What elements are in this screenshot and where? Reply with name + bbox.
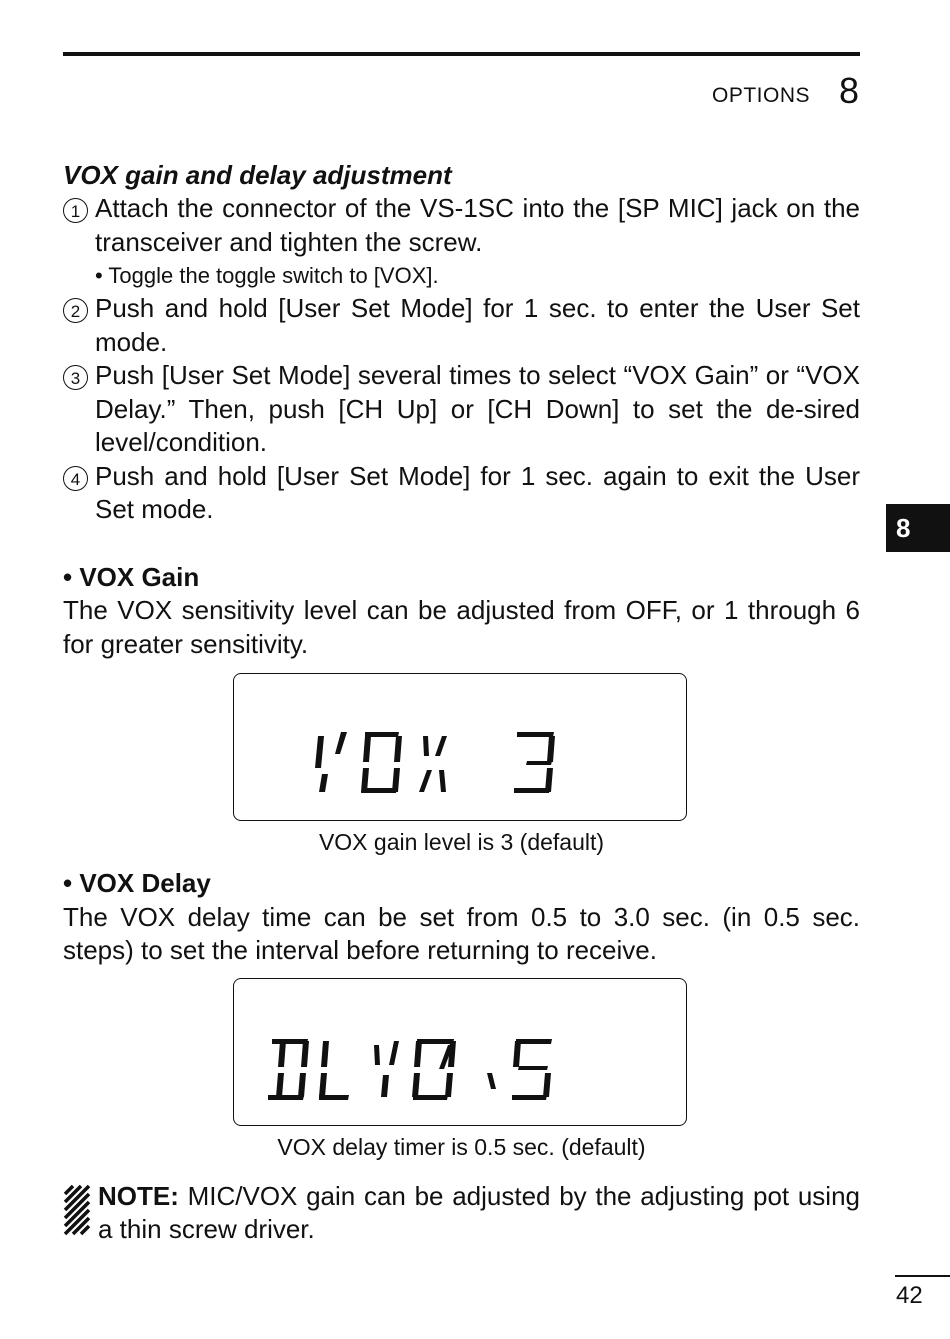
page-content bbox=[63, 158, 860, 1247]
lcd-display-vox-delay bbox=[233, 978, 687, 1126]
lcd-text-vox-3 bbox=[315, 732, 555, 793]
lcd-text-dly-0-5 bbox=[268, 1039, 552, 1100]
top-rule bbox=[63, 52, 860, 56]
step-text: Push and hold [User Set Mode] for 1 sec. again to exit the User Set mode. bbox=[95, 460, 860, 524]
vox-gain-caption: VOX gain level is 3 (default) bbox=[318, 829, 605, 855]
lcd-segment-art bbox=[234, 979, 686, 1125]
vox-delay-caption: VOX delay timer is 0.5 sec. (default) bbox=[277, 1133, 646, 1160]
step-4 bbox=[63, 460, 860, 527]
vox-gain-heading: • VOX Gain bbox=[63, 561, 200, 592]
page-number: 42 bbox=[896, 1282, 923, 1309]
step-number-4: 4 bbox=[63, 460, 88, 494]
step-1 bbox=[63, 192, 860, 259]
vox-delay-text: The VOX delay time can be set from 0.5 to 3.0 sec. (in 0.5 sec. steps) to set the interval before returning to receive. bbox=[63, 901, 860, 965]
note-label: NOTE: bbox=[98, 1180, 179, 1211]
step-1-bullet: • Toggle the toggle switch to [VOX]. bbox=[95, 263, 439, 288]
vox-gain-text: The VOX sensitivity level can be adjusted from OFF, or 1 through 6 for greater sensitivity. bbox=[63, 595, 860, 659]
note bbox=[63, 1180, 860, 1247]
page-number-rule bbox=[895, 1275, 950, 1277]
lcd-display-vox-gain bbox=[233, 673, 687, 821]
note-text: MIC/VOX gain can be adjusted by the adjusting pot using a thin screw driver. bbox=[98, 1180, 860, 1244]
section-title: VOX gain and delay adjustment bbox=[63, 160, 452, 190]
header-chapter-number: 8 bbox=[838, 70, 859, 111]
step-text: Push [User Set Mode] several times to select “VOX Gain” or “VOX Delay.” Then, push [CH Up] or [CH Down] to set the de-sired level/condition. bbox=[95, 360, 860, 457]
header-section: OPTIONS bbox=[711, 84, 810, 107]
step-2 bbox=[63, 292, 860, 359]
step-3 bbox=[63, 359, 860, 460]
vox-delay-heading: • VOX Delay bbox=[63, 868, 211, 898]
step-number-3: 3 bbox=[63, 359, 88, 393]
lcd-segment-art bbox=[234, 674, 686, 820]
chapter-side-tab: 8 bbox=[886, 504, 950, 552]
step-number-2: 2 bbox=[63, 292, 88, 326]
note-hatch-icon bbox=[63, 1184, 91, 1249]
step-text: Attach the connector of the VS-1SC into the [SP MIC] jack on the transceiver and tighten the screw. bbox=[95, 193, 860, 257]
step-text: Push and hold [User Set Mode] for 1 sec. to enter the User Set mode. bbox=[95, 293, 860, 357]
step-number-1: 1 bbox=[63, 192, 88, 226]
